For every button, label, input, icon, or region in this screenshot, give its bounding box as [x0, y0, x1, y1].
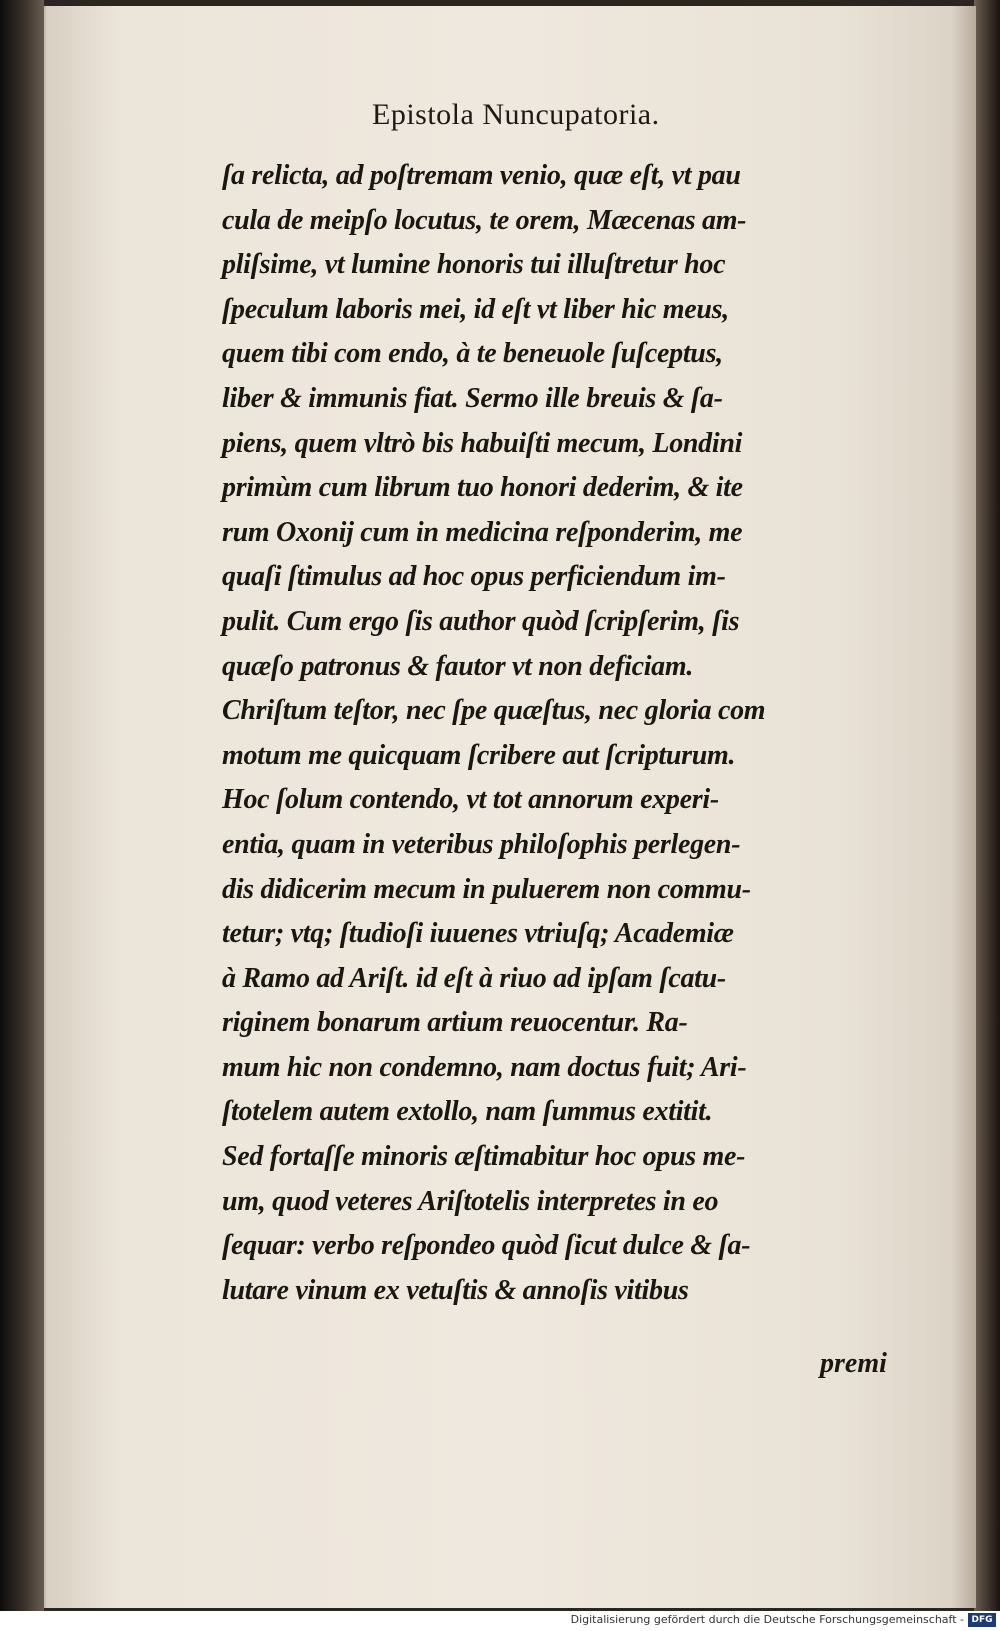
text-line: motum me quicquam ſcribere aut ſcripturum.	[222, 739, 736, 771]
text-line: Sed fortaſſe minoris æſtimabitur hoc opus me-	[222, 1141, 746, 1173]
text-line: pliſsime, vt lumine honoris tui illuſtretur hoc	[222, 249, 726, 281]
text-line: cula de meipſo locutus, te orem, Mæcenas am-	[222, 204, 747, 236]
digitization-footer	[0, 1611, 1000, 1631]
text-line: primùm cum librum tuo honori dederim, & ite	[222, 472, 743, 504]
text-line: rum Oxonij cum in medicina reſponderim, me	[222, 516, 743, 548]
text-line: Chriſtum teſtor, nec ſpe quæſtus, nec gloria com	[222, 695, 766, 727]
catchword: premi	[820, 1348, 887, 1379]
text-line: Hoc ſolum contendo, vt tot annorum experi-	[222, 784, 719, 816]
dfg-logo-icon: DFG	[968, 1613, 996, 1627]
text-line: liber & immunis fiat. Sermo ille breuis & ſa-	[222, 382, 723, 414]
text-line: ſpeculum laboris mei, id eſt vt liber hic meus,	[222, 293, 729, 325]
text-line: piens, quem vltrò bis habuiſti mecum, Londini	[222, 427, 743, 459]
text-line: entia, quam in veteribus philoſophis perlegen-	[222, 828, 741, 860]
funding-credit: Digitalisierung gefördert durch die Deutsche Forschungsgemeinschaft -	[570, 1613, 964, 1626]
book-edge-right	[974, 0, 1000, 1611]
text-line: ſtotelem autem extollo, nam ſummus extitit.	[222, 1096, 713, 1128]
book-gutter-left	[0, 0, 44, 1611]
text-line: riginem bonarum artium reuocentur. Ra-	[222, 1007, 688, 1039]
text-line: quaſi ſtimulus ad hoc opus perficiendum im-	[222, 561, 726, 593]
body-text	[222, 154, 922, 1313]
text-line: ſequar: verbo reſpondeo quòd ſicut dulce & ſa-	[222, 1230, 751, 1262]
text-line: um, quod veteres Ariſtotelis interpretes in eo	[222, 1185, 719, 1217]
text-line: quem tibi com endo, à te beneuole ſuſceptus,	[222, 338, 723, 370]
text-line: lutare vinum ex vetuſtis & annoſis vitibus	[222, 1274, 689, 1306]
text-line: dis didicerim mecum in puluerem non commu-	[222, 873, 751, 905]
text-line: pulit. Cum ergo ſis author quòd ſcripſerim, ſis	[222, 605, 740, 637]
text-line: quæſo patronus & fautor vt non deficiam.	[222, 650, 694, 682]
running-head: Epistola Nuncupatoria.	[372, 98, 660, 131]
text-line: tetur; vtq; ſtudioſi iuuenes vtriuſq; Academiæ	[222, 918, 734, 950]
text-line: ſa relicta, ad poſtremam venio, quæ eſt, vt pau	[222, 160, 741, 191]
text-line: à Ramo ad Ariſt. id eſt à riuo ad ipſam ſcatu-	[222, 962, 726, 994]
text-line: mum hic non condemno, nam doctus fuit; Ari-	[222, 1051, 747, 1083]
